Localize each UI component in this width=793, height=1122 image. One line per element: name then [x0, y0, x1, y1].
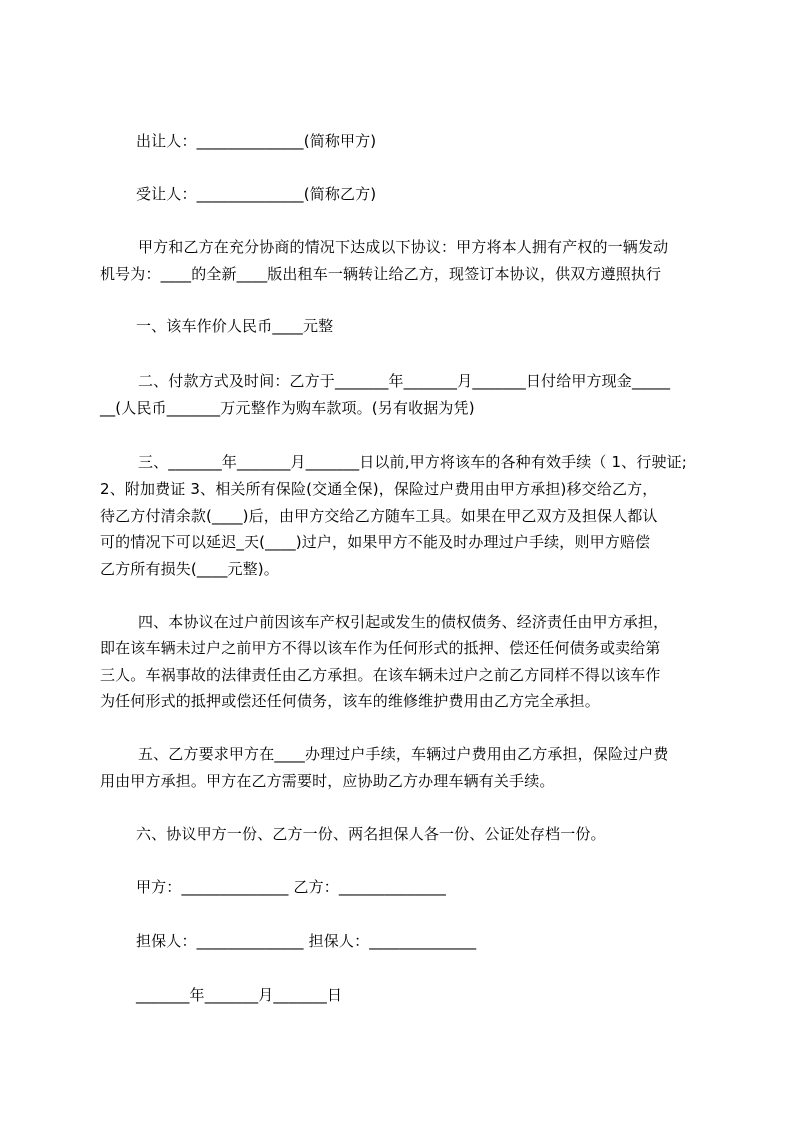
clause-6: 六、协议甲方一份、乙方一份、两名担保人各一份、公证处存档一份。 [136, 825, 606, 843]
clause-4-line-3: 三人。车祸事故的法律责任由乙方承担。在该车辆未过户之前乙方同样不得以该车作 [100, 666, 661, 684]
transferee-line: 受让人：______________(简称乙方) [136, 185, 377, 203]
clause-4-line-4: 为任何形式的抵押或偿还任何债务，该车的维修维护费用由乙方完全承担。 [100, 692, 600, 710]
clause-5-line-2: 用由甲方承担。甲方在乙方需要时，应协助乙方办理车辆有关手续。 [100, 772, 555, 790]
party-signature-line: 甲方：______________ 乙方：______________ [136, 878, 447, 896]
clause-3-line-4: 可的情况下可以延迟_天(____)过户，如果甲方不能及时办理过户手续，则甲方赔偿 [100, 533, 651, 551]
guarantor-signature-line: 担保人：______________ 担保人：______________ [136, 932, 477, 950]
clause-2-line-1: 二、付款方式及时间：乙方于_______年_______月_______日付给甲方现金_____ [138, 372, 671, 390]
clause-3-line-3: 待乙方付清余款(____)后，由甲方交给乙方随车工具。如果在甲乙双方及担保人都认 [100, 507, 658, 525]
clause-4-line-1: 四、本协议在过户前因该车产权引起或发生的债权债务、经济责任由甲方承担， [138, 613, 669, 631]
clause-3-line-5: 乙方所有损失(____元整)。 [100, 560, 279, 578]
clause-4-line-2: 即在该车辆未过户之前甲方不得以该车作为任何形式的抵押、偿还任何债务或卖给第 [100, 639, 661, 657]
clause-3-line-2: 2、附加费证 3、相关所有保险(交通全保)，保险过户费用由甲方承担)移交给乙方， [100, 480, 658, 498]
date-line: _______年_______月_______日 [136, 986, 343, 1004]
clause-5-line-1: 五、乙方要求甲方在____办理过户手续，车辆过户费用由乙方承担，保险过户费 [138, 745, 669, 763]
clause-3-line-1: 三、_______年_______月_______日以前,甲方将该车的各种有效手续（ 1、行驶证; [138, 453, 687, 471]
intro-line-2: 机号为：____的全新____版出租车一辆转让给乙方，现签订本协议，供双方遵照执行 [100, 265, 662, 283]
clause-1: 一、该车作价人民币____元整 [136, 317, 334, 335]
intro-line-1: 甲方和乙方在充分协商的情况下达成以下协议：甲方将本人拥有产权的一辆发动 [138, 238, 669, 256]
transferor-line: 出让人：______________(简称甲方) [136, 132, 377, 150]
clause-2-line-2: __(人民币_______万元整作为购车款项。(另有收据为凭) [100, 399, 475, 417]
